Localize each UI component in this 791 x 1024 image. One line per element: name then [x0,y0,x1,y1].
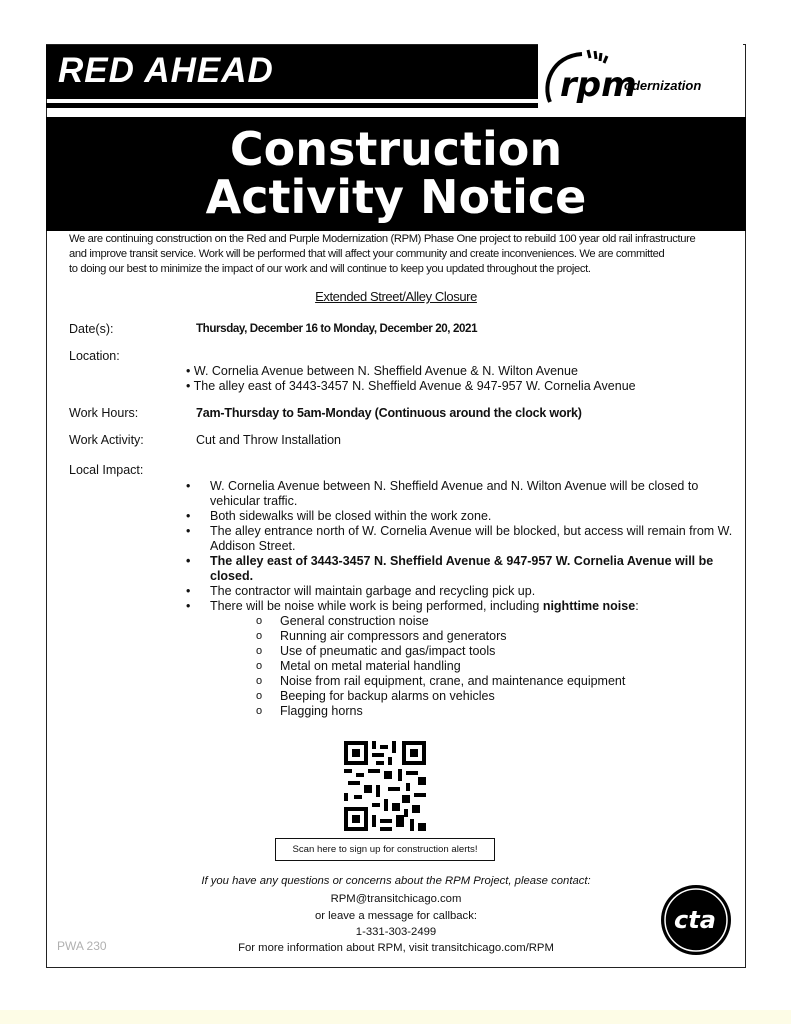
impact-item [186,509,736,524]
impact-text: Both sidewalks will be closed within the work zone. [210,509,492,523]
noise-text: Metal on metal material handling [280,659,461,673]
sub-bullet-marker: o [256,675,263,687]
intro-line: We are continuing construction on the Red and Purple Modernization (RPM) Phase One project to rebuild 100 year old rail infrastructure [69,233,696,245]
impact-item [186,479,736,509]
contact-email[interactable]: RPM@transitchicago.com [330,893,462,905]
impact-list [186,479,736,719]
location-label: Location: [69,349,120,363]
noise-text: Use of pneumatic and gas/impact tools [280,644,496,658]
bullet-marker: • [186,554,191,568]
noise-item [256,704,736,719]
intro-paragraph [69,232,744,277]
sub-bullet-marker: o [256,615,263,627]
impact-item [186,599,736,614]
location-list [186,364,636,394]
noise-item [256,689,736,704]
impact-emphasis: nighttime noise [542,599,636,613]
banner-underline [46,103,552,108]
title-line-1: Construction [229,122,563,176]
impact-text: The alley east of 3443-3457 N. Sheffield Avenue & 947-957 W. Cornelia Avenue will be closed. [210,554,714,583]
noise-sublist [186,614,736,719]
sub-bullet-marker: o [256,660,263,672]
location-item: • W. Cornelia Avenue between N. Sheffield Avenue & N. Wilton Avenue [186,364,578,378]
sub-bullet-marker: o [256,630,263,642]
noise-item [256,614,736,629]
location-item: • The alley east of 3443-3457 N. Sheffield Avenue & 947-957 W. Cornelia Avenue [186,379,636,393]
noise-text: Noise from rail equipment, crane, and maintenance equipment [280,674,626,688]
impact-text: W. Cornelia Avenue between N. Sheffield Avenue and N. Wilton Avenue will be closed to vehicular traffic. [210,479,699,508]
cta-logo-text: cta [674,906,716,934]
noise-text: Beeping for backup alarms on vehicles [280,689,495,703]
rpm-modernization-logo [538,44,743,120]
local-impact-label: Local Impact: [69,463,144,477]
svg-text:rpm: rpm [560,65,637,105]
intro-line: and improve transit service. Work will be performed that will affect your community and create inconveniences. We are committed [69,248,665,260]
impact-text: There will be noise while work is being performed, including [210,599,543,613]
noise-text: General construction noise [280,614,429,628]
noise-text: Flagging horns [280,704,363,718]
qr-caption: Scan here to sign up for construction alerts! [275,838,495,861]
noise-item [256,674,736,689]
work-hours-value: 7am-Thursday to 5am-Monday (Continuous around the clock work) [196,406,582,420]
impact-text: The contractor will maintain garbage and recycling pick up. [210,584,536,598]
bullet-marker: • [186,509,191,523]
impact-item [186,584,736,599]
bullet-marker: • [186,524,191,538]
section-heading: Extended Street/Alley Closure [315,289,477,304]
red-ahead-logo: RED AHEAD [58,51,274,90]
sub-bullet-marker: o [256,690,263,702]
noise-item [256,629,736,644]
document-code: PWA 230 [57,939,107,953]
noise-text: Running air compressors and generators [280,629,507,643]
contact-phone[interactable]: 1-331-303-2499 [355,926,437,938]
intro-line: to doing our best to minimize the impact of our work and will continue to keep you updated throughout the project. [69,263,591,275]
dates-label: Date(s): [69,322,114,336]
more-info-line: For more information about RPM, visit transitchicago.com/RPM [238,942,554,954]
dates-value: Thursday, December 16 to Monday, December 20, 2021 [196,322,478,335]
cta-logo [660,884,732,956]
work-activity-label: Work Activity: [69,433,144,447]
bullet-marker: • [186,599,191,613]
notice-title-banner [46,117,746,231]
bullet-marker: • [186,479,191,493]
impact-item [186,524,736,554]
impact-item [186,554,736,584]
bullet-marker: • [186,584,191,598]
title-line-2: Activity Notice [205,170,587,224]
contact-question: If you have any questions or concerns about the RPM Project, please contact: [201,875,591,887]
svg-text:odernization: odernization [624,78,702,93]
noise-item [256,644,736,659]
contact-or-line: or leave a message for callback: [314,910,477,922]
work-activity-value: Cut and Throw Installation [196,433,341,447]
sub-bullet-marker: o [256,705,263,717]
impact-text: : [635,599,639,613]
noise-item [256,659,736,674]
impact-text: The alley entrance north of W. Cornelia Avenue will be blocked, but access will remain from W. Addison Street. [210,524,733,553]
work-hours-label: Work Hours: [69,406,139,420]
qr-code[interactable] [344,741,426,831]
sub-bullet-marker: o [256,645,263,657]
